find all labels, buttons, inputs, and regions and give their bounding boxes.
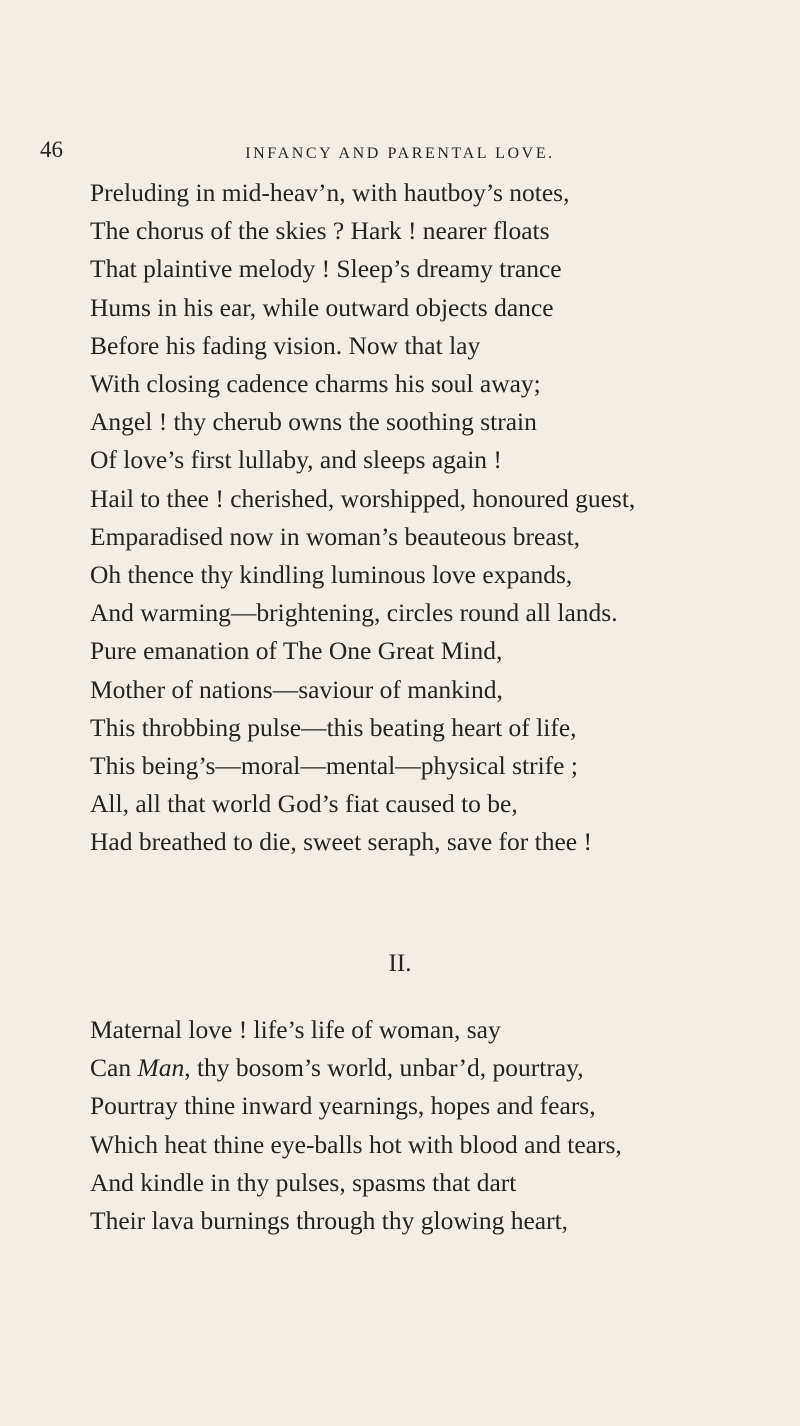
verse-line: Oh thence thy kindling luminous love expands, (90, 560, 573, 590)
verse-line: Hail to thee ! cherished, worshipped, honoured guest, (90, 483, 636, 513)
verse-line: Pourtray thine inward yearnings, hopes and fears, (90, 1091, 596, 1121)
verse-line: Of love’s first lullaby, and sleeps again ! (90, 445, 502, 475)
verse-line: Hums in his ear, while outward objects dance (90, 292, 554, 322)
verse-line: Angel ! thy cherub owns the soothing strain (90, 407, 537, 437)
page-number: 46 (40, 137, 63, 162)
verse-line: That plaintive melody ! Sleep’s dreamy trance (90, 254, 562, 284)
verse-line: This being’s—moral—mental—physical strife ; (90, 751, 578, 781)
verse-line: All, all that world God’s fiat caused to be, (90, 789, 518, 819)
verse-line: Which heat thine eye-balls hot with blood and tears, (90, 1129, 622, 1159)
stanza-two (90, 1011, 780, 1240)
section-numeral: II. (388, 950, 412, 977)
verse-line: Had breathed to die, sweet seraph, save for thee ! (90, 827, 592, 857)
verse-line: Pure emanation of The One Great Mind, (90, 636, 503, 666)
verse-line: Maternal love ! life’s life of woman, say (90, 1015, 501, 1044)
verse-line: Mother of nations—saviour of mankind, (90, 674, 503, 704)
verse-text: , thy bosom’s world, unbar’d, pourtray, (184, 1053, 584, 1083)
verse-line: Their lava burnings through thy glowing heart, (90, 1206, 569, 1236)
italic-word: Man (137, 1053, 185, 1083)
running-head: INFANCY AND PARENTAL LOVE. (245, 145, 555, 162)
verse-line: The chorus of the skies ? Hark ! nearer floats (90, 216, 550, 246)
verse-line: Emparadised now in woman’s beauteous breast, (90, 521, 581, 551)
stanza-one (90, 174, 780, 862)
verse-line: With closing cadence charms his soul away; (90, 369, 541, 399)
verse-line: And kindle in thy pulses, spasms that dart (90, 1167, 517, 1197)
verse-line: Preluding in mid-heav’n, with hautboy’s notes, (90, 178, 570, 207)
verse-line: And warming—brightening, circles round all lands. (90, 598, 618, 628)
verse-line-with-italic (90, 1049, 780, 1087)
verse-text: Can (90, 1053, 138, 1083)
verse-line: This throbbing pulse—this beating heart of life, (90, 712, 577, 742)
verse-line: Before his fading vision. Now that lay (90, 330, 481, 360)
